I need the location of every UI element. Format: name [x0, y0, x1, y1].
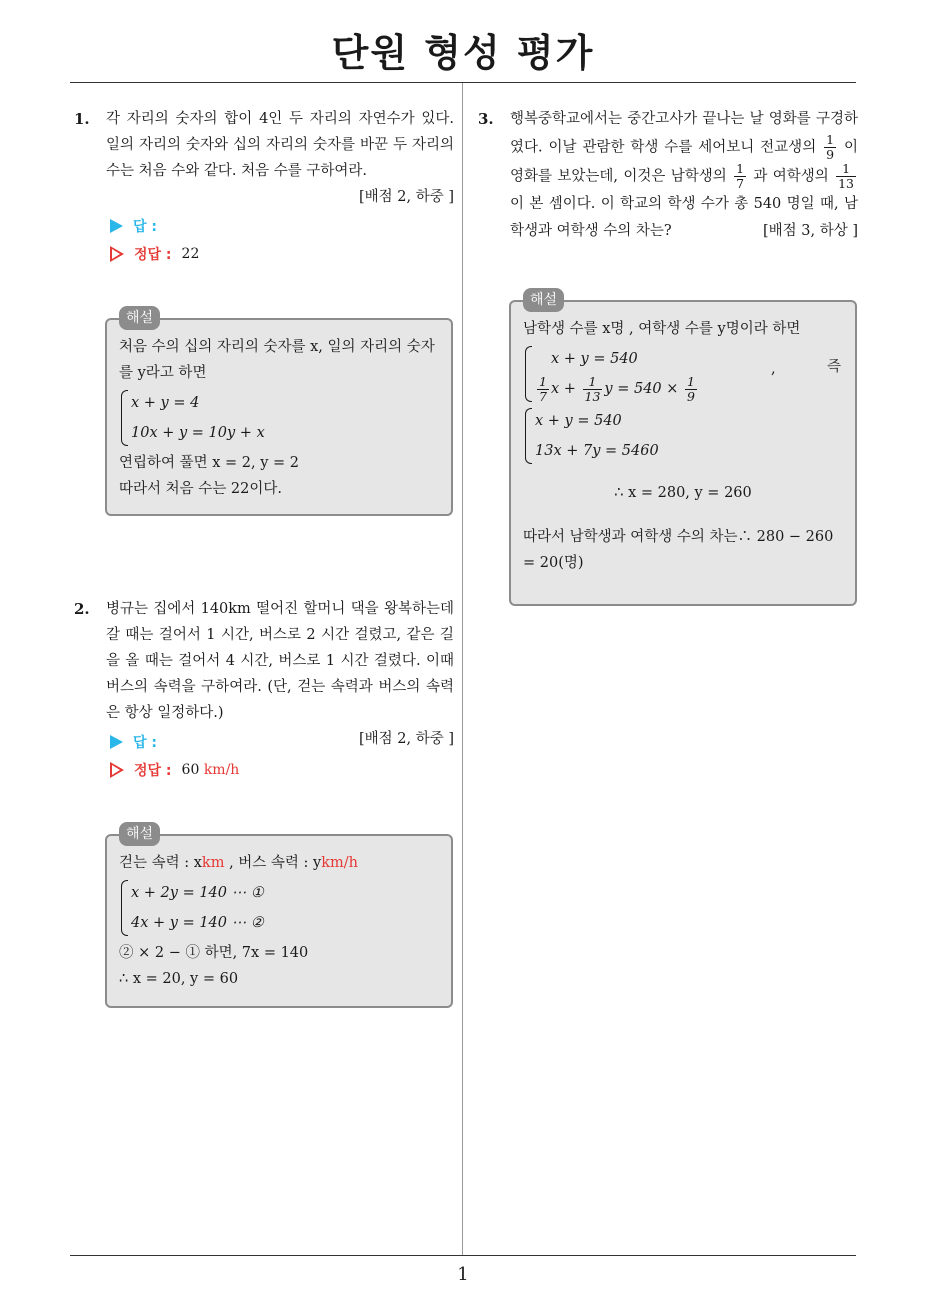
solution-tag: 해설 [119, 306, 160, 330]
solution-box [509, 292, 857, 606]
solution-line: 따라서 처음 수는 22이다. [119, 481, 282, 497]
problem-number: 3. [478, 110, 494, 128]
solution-line: ∴ x = 20, y = 60 [119, 971, 239, 987]
problem-number: 2. [74, 600, 90, 618]
fraction: $\frac{1}{13}$ [584, 373, 601, 404]
solution-line: 걷는 속력 : xkm , 버스 속력 : ykm/h [119, 855, 358, 871]
problem-text: 각 자리의 숫자의 합이 4인 두 자리의 자연수가 있다. 일의 자리의 숫자와 십의 자리의 숫자를 바꾼 두 자리의 수는 처음 수와 같다. 처음 수를 구하여라. [106, 111, 454, 179]
correct-label: 정답 : [134, 247, 172, 263]
unit: km/h [321, 855, 358, 871]
play-outline-icon [110, 762, 124, 778]
header-rule [70, 82, 856, 83]
solution-box [105, 310, 453, 516]
equation-system [119, 388, 439, 448]
solution-line: 처음 수의 십의 자리의 숫자를 x, 일의 자리의 숫자를 y라고 하면 [119, 339, 435, 381]
problem-number: 1. [74, 110, 90, 128]
problem-1 [74, 106, 454, 210]
column-divider [462, 83, 463, 1256]
problem-3 [478, 106, 859, 245]
problem-text: 병규는 집에서 140km 떨어진 할머니 댁을 왕복하는데 갈 때는 걸어서 1 시간, 버스로 2 시간 걸렸고, 같은 길을 올 때는 걸어서 4 시간, 버스로 1 시간 걸렸다. 이때 버스의 속력을 구하여라. (단, 걷는 속력과 버스의 속력은 항상 일정하다.) [106, 601, 454, 721]
solution-tag: 해설 [119, 822, 160, 846]
solution-tag: 해설 [523, 288, 564, 312]
equation: 4x + y = 140 ⋯ ② [131, 915, 264, 931]
solution-line: 남학생 수를 x명 , 여학생 수를 y명이라 하면 [523, 321, 801, 337]
footer-rule [70, 1255, 856, 1256]
play-icon [110, 735, 123, 749]
equation: 10x + y = 10y + x [131, 425, 265, 441]
answer-row[interactable] [110, 732, 157, 752]
page-number: 1 [457, 1264, 469, 1285]
unit: km [201, 855, 225, 871]
answer-label: 답 : [133, 735, 157, 751]
correct-label: 정답 : [134, 763, 172, 779]
conclusion-line: ∴ x = 280, y = 260 [614, 485, 752, 501]
unit: km/h [203, 762, 240, 778]
equation: x + y = 540 [551, 351, 638, 367]
equation: x + y = 4 [131, 395, 200, 411]
correct-value: 60 km/h [181, 762, 240, 778]
play-icon [110, 219, 123, 233]
equation-system [523, 406, 843, 466]
equation: 13x + 7y = 5460 [535, 443, 659, 459]
answer-label: 답 : [133, 219, 157, 235]
correct-answer-row [110, 760, 239, 780]
equation: $\frac{1}{7}$ x + $\frac{1}{13}$ y = 540 × $\frac{1}{9}$ [539, 373, 695, 404]
equation: x + y = 540 [535, 413, 622, 429]
fraction: $\frac{1}{9}$ [687, 373, 695, 404]
fraction: $\frac{1}{7}$ [736, 161, 745, 191]
final-line: 따라서 남학생과 여학생 수의 차는∴ 280 − 260 = 20(명) [523, 529, 834, 571]
correct-value: 22 [181, 246, 200, 262]
problem-score: [배점 3, 하상 ] [762, 223, 858, 239]
solution-line: ② × 2 − ① 하면, 7x = 140 [119, 945, 309, 961]
fraction: $\frac{1}{9}$ [826, 132, 835, 162]
play-outline-icon [110, 246, 124, 262]
page-title: 단원 형성 평가 [331, 31, 595, 75]
fraction: $\frac{1}{13}$ [838, 161, 854, 191]
equation-system [523, 344, 843, 404]
equation: x + 2y = 140 ⋯ ① [131, 885, 264, 901]
equation-system [119, 878, 439, 938]
comma: , [771, 361, 776, 377]
problem-score: [배점 2, 하중 ] [358, 189, 454, 205]
solution-line: 연립하여 풀면 x = 2, y = 2 [119, 455, 300, 471]
then-word: 즉 [826, 359, 841, 375]
problem-2 [74, 596, 454, 752]
problem-text: 행복중학교에서는 중간고사가 끝나는 날 영화를 구경하였다. 이날 관람한 학생 수를 세어보니 전교생의 $\frac{1}{9}$ 이 영화를 보았는데, 이것은 남학생의 $\frac{1}{7}$ 과 여학생의 $\frac{1}{13}$ 이 본 셈이다. 이 학교의 학생 수가 총 540 명일 때, 남학생과 여학생 수의 차는? [배점 3, 하상 ] [510, 106, 858, 245]
answer-row[interactable] [110, 216, 157, 236]
problem-score: [배점 2, 하중 ] [358, 731, 454, 747]
fraction: $\frac{1}{7}$ [539, 373, 547, 404]
solution-box [105, 826, 453, 1008]
correct-answer-row [110, 244, 199, 264]
